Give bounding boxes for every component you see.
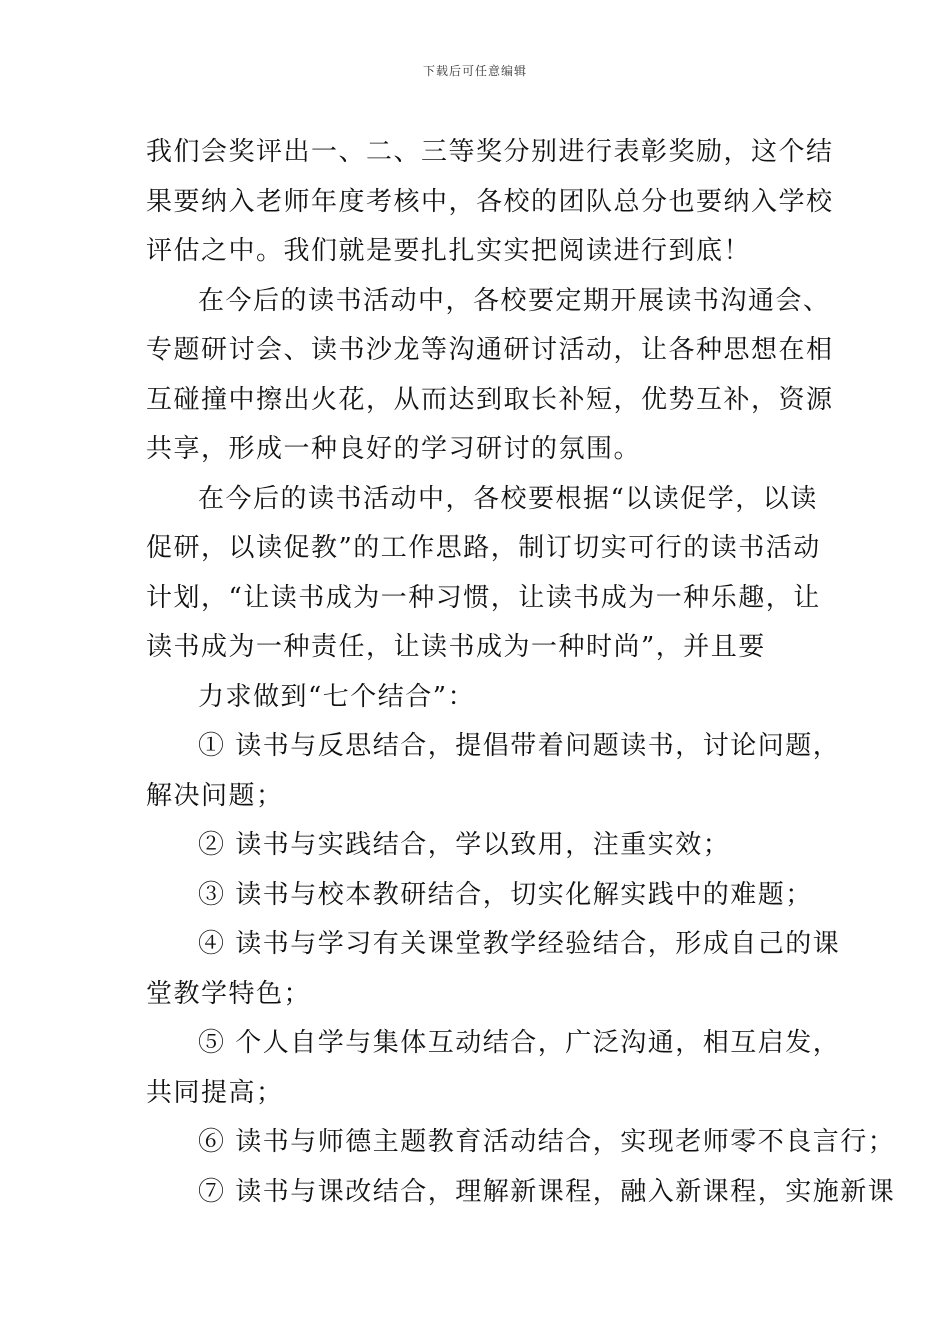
text-line: 评估之中。我们就是要扎扎实实把阅读进行到底！ [146, 236, 752, 266]
text-line: 互碰撞中擦出火花，从而达到取长补短，优势互补，资源 [146, 384, 834, 415]
text-line: 力求做到“七个结合”： [198, 681, 476, 712]
text-line: ③ 读书与校本教研结合，切实化解实践中的难题； [198, 879, 813, 910]
text-line: ① 读书与反思结合，提倡带着问题读书，讨论问题， [198, 731, 841, 761]
text-line: 我们会奖评出一、二、三等奖分别进行表彰奖励，这个结 [146, 137, 834, 167]
text-line: 共享，形成一种良好的学习研讨的氛围。 [146, 434, 642, 464]
text-line: 解决问题； [146, 780, 284, 811]
text-line: ⑥ 读书与师德主题教育活动结合，实现老师零不良言行； [198, 1127, 896, 1157]
text-line: 促研，以读促教”的工作思路，制订切实可行的读书活动 [146, 533, 821, 563]
text-line: 共同提高； [146, 1077, 284, 1108]
text-line: 专题研讨会、读书沙龙等沟通研讨活动，让各种思想在相 [146, 335, 834, 365]
text-line: ⑦ 读书与课改结合，理解新课程，融入新课程，实施新课 [198, 1176, 896, 1207]
text-line: 计划，“让读书成为一种习惯，让读书成为一种乐趣，让 [146, 582, 821, 613]
text-line: 在今后的读书活动中，各校要定期开展读书沟通会、 [198, 285, 831, 316]
text-line: 在今后的读书活动中，各校要根据“以读促学，以读 [198, 483, 818, 514]
text-line: 果要纳入老师年度考核中，各校的团队总分也要纳入学校 [146, 186, 834, 217]
text-line: ② 读书与实践结合，学以致用，注重实效； [198, 830, 731, 860]
page-header: 下载后可任意编辑 [422, 64, 527, 78]
text-line: ⑤ 个人自学与集体互动结合，广泛沟通，相互启发， [198, 1028, 841, 1058]
text-line: 读书成为一种责任，让读书成为一种时尚”，并且要 [146, 632, 766, 662]
text-line: ④ 读书与学习有关课堂教学经验结合，形成自己的课 [198, 929, 841, 959]
body-text [146, 128, 896, 1217]
text-line: 堂教学特色； [146, 978, 312, 1009]
